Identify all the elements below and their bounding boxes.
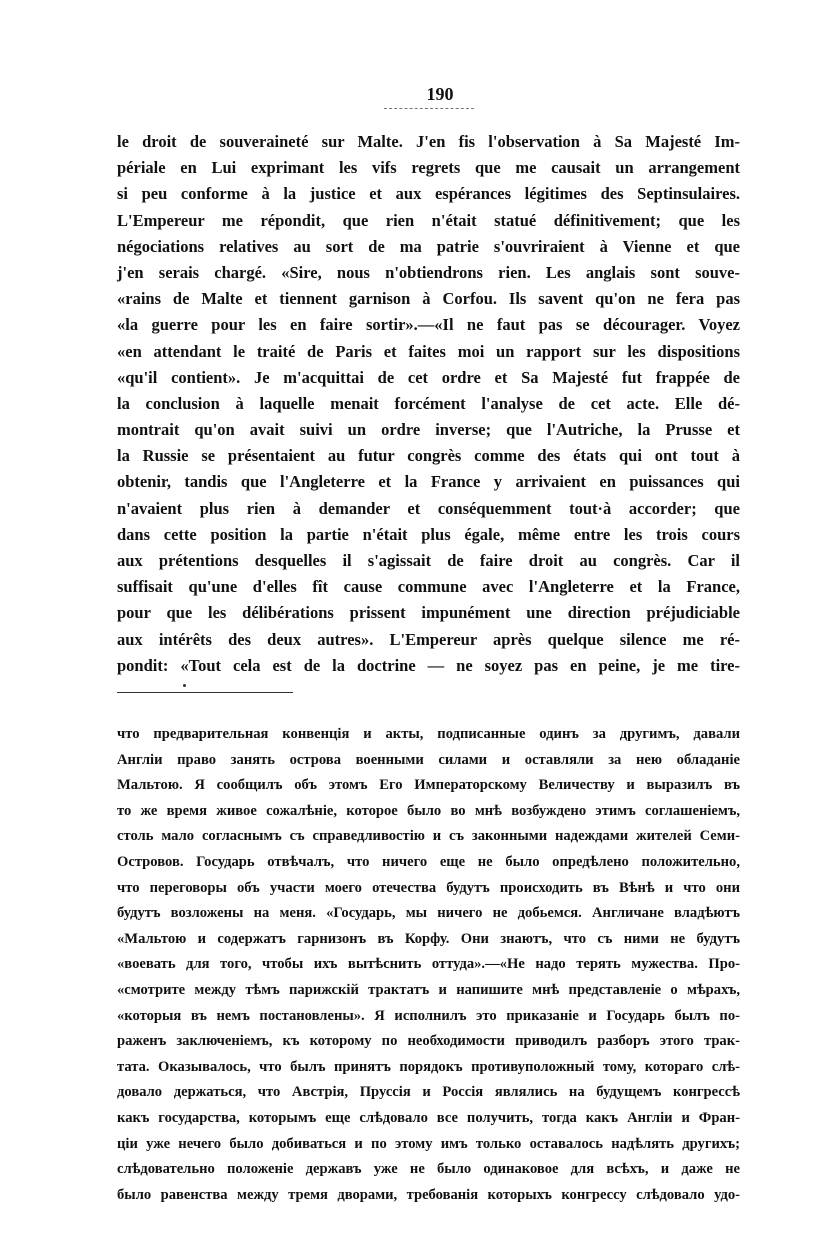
text-line: Мальтою. Я сообщилъ объ этомъ Его Императорскому Величеству и выразилъ въ xyxy=(117,777,740,794)
text-line: montrait qu'on avait suivi un ordre inverse; que l'Autriche, la Prusse et xyxy=(117,420,740,440)
text-line: какъ государства, которымъ еще слѣдовало все получить, тогда какъ Англіи и Фран- xyxy=(117,1109,740,1126)
text-line: то же время живое сожалѣніе, которое было во мнѣ возбуждено этимъ соглашеніемъ, xyxy=(117,802,740,819)
text-line: Англіи право занять острова военными силами и оставляли за нею обладаніе xyxy=(117,751,740,768)
russian-translation-text xyxy=(117,722,740,1208)
text-line: pondit: «Tout cela est de la doctrine — ne soyez pas en peine, je me tire- xyxy=(117,655,740,675)
text-line: было равенства между тремя дворами, требованія которыхъ конгрессу слѣдовало удо- xyxy=(117,1186,740,1203)
text-line: L'Empereur me répondit, que rien n'était statué définitivement; que les xyxy=(117,210,740,230)
text-line: что предварительная конвенція и акты, подписанные одинъ за другимъ, давали xyxy=(117,726,740,742)
text-line: «la guerre pour les en faire sortir».—«Il ne faut pas se décourager. Voyez xyxy=(117,315,740,335)
text-line: тата. Оказывалось, что былъ принятъ порядокъ противуположный тому, котораго слѣ- xyxy=(117,1058,740,1075)
text-line: suffisait qu'une d'elles fît cause commune avec l'Angleterre et la France, xyxy=(117,577,740,597)
text-line: «qu'il contient». Je m'acquittai de cet ordre et Sa Majesté fut frappée de xyxy=(117,367,740,387)
text-line: «Мальтою и содержатъ гарнизонъ въ Корфу. Они знаютъ, что съ ними не будутъ xyxy=(117,930,740,947)
text-line: «которыя въ немъ постановлены». Я исполнилъ это приказаніе и Государь былъ по- xyxy=(117,1007,740,1024)
text-line: довало держаться, что Австрія, Пруссія и Россія являлись на будущемъ конгрессѣ xyxy=(117,1084,740,1101)
text-line: ціи уже нечего было добиваться и по этому имъ только оставалось надѣлять другихъ; xyxy=(117,1135,740,1152)
text-line: слѣдовательно положеніе державъ уже не было одинаковое для всѣхъ, и даже не xyxy=(117,1161,740,1178)
text-line: Островов. Государь отвѣчалъ, что ничего еще не было опредѣлено положительно, xyxy=(117,853,740,870)
text-line: négociations relatives au sort de ma patrie s'ouvriraient à Vienne et que xyxy=(117,236,740,256)
text-line: pour que les délibérations prissent impunément une direction préjudiciable xyxy=(117,603,740,623)
rule-dot xyxy=(183,684,186,687)
text-line: «en attendant le traité de Paris et faites moi un rapport sur les dispositions xyxy=(117,341,740,361)
text-line: n'avaient plus rien à demander et conséquemment tout·à accorder; que xyxy=(117,498,740,518)
text-line: la conclusion à laquelle menait forcément l'analyse de cet acte. Elle dé- xyxy=(117,393,740,413)
french-main-text xyxy=(117,129,740,679)
text-line: «rains de Malte et tiennent garnison à Corfou. Ils savent qu'on ne fera pas xyxy=(117,289,740,309)
text-line: «воевать для того, чтобы ихъ вытѣснить оттуда».—«Не надо терять мужества. Про- xyxy=(117,956,740,973)
text-line: столь мало согласнымъ съ справедливостію и съ законными надеждами жителей Семи- xyxy=(117,828,740,845)
text-line: obtenir, tandis que l'Angleterre et la France y arrivaient en puissances qui xyxy=(117,472,740,492)
text-line: j'en serais chargé. «Sire, nous n'obtiendrons rien. Les anglais sont souve- xyxy=(117,262,740,282)
page-number: 190 xyxy=(426,84,454,104)
text-line: раженъ заключеніемъ, къ которому по необходимости приводилъ разборъ этого трак- xyxy=(117,1033,740,1050)
text-line: le droit de souveraineté sur Malte. J'en fis l'observation à Sa Majesté Im- xyxy=(117,132,740,151)
page-number-rule xyxy=(384,108,474,109)
text-line: aux intérêts des deux autres». L'Empereur après quelque silence me ré- xyxy=(117,629,740,649)
text-line: si peu conforme à la justice et aux espérances légitimes des Septinsulaires. xyxy=(117,184,740,204)
text-line: dans cette position la partie n'était plus égale, même entre les trois cours xyxy=(117,524,740,544)
text-line: «смотрите между тѣмъ парижскій трактатъ и напишите мнѣ представленіе о мѣрахъ, xyxy=(117,981,740,998)
footnote-rule xyxy=(117,692,293,693)
text-line: périale en Lui exprimant les vifs regrets que me causait un arrangement xyxy=(117,158,740,178)
text-line: будутъ возложены на меня. «Государь, мы ничего не добьемся. Англичане владѣютъ xyxy=(117,905,740,922)
text-line: aux prétentions desquelles il s'agissait de faire droit au congrès. Car il xyxy=(117,551,740,570)
text-line: la Russie se présentaient au futur congrès comme des états qui ont tout à xyxy=(117,446,740,466)
text-line: что переговоры объ участи моего отечества будутъ происходить въ Вѣнѣ и что они xyxy=(117,879,740,896)
